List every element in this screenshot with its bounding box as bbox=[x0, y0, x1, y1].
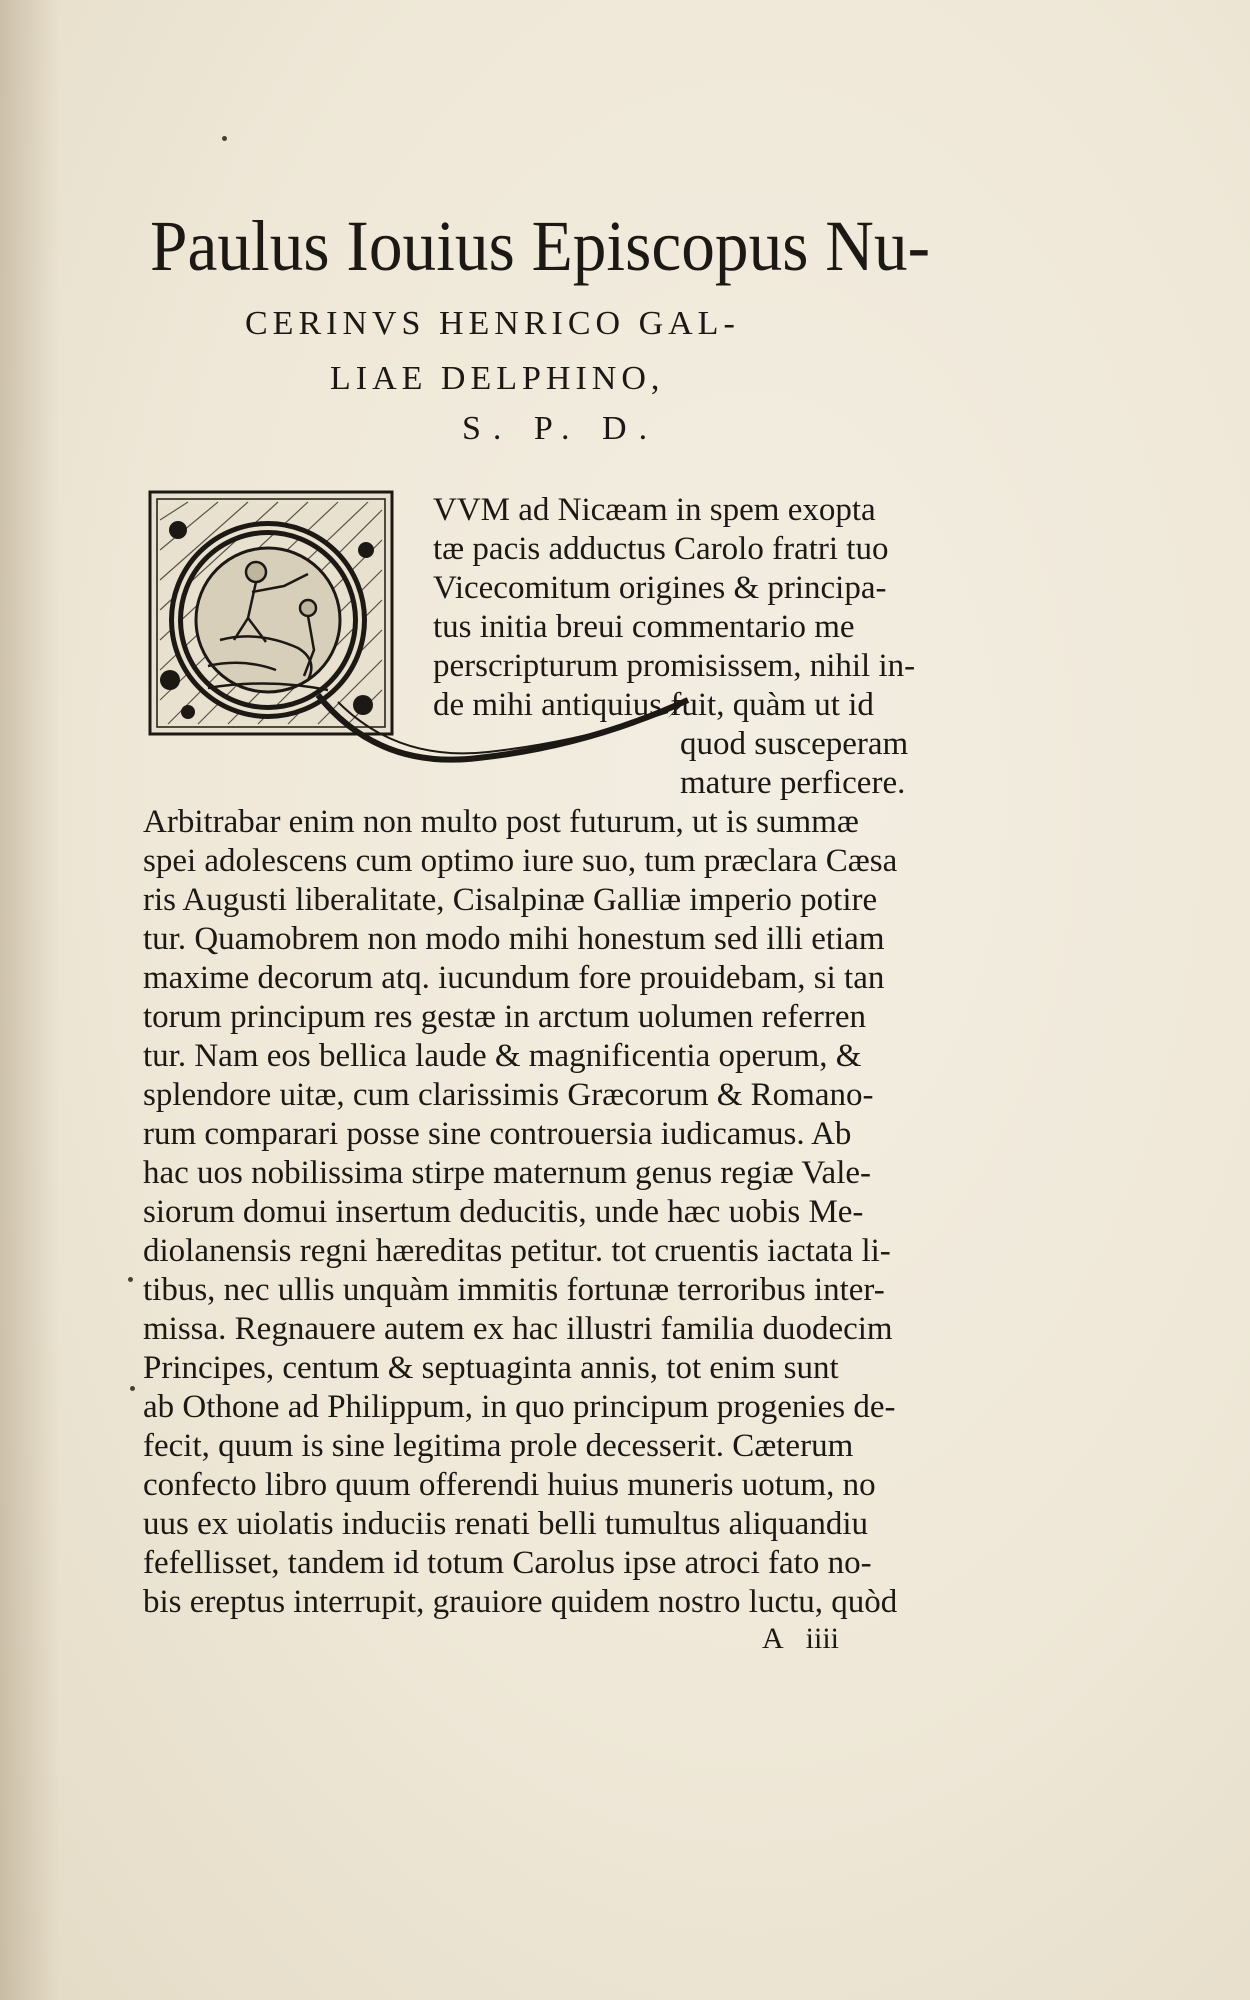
text-line: fecit, quum is sine legitima prole decesserit. Cæterum bbox=[143, 1428, 854, 1464]
text-line: tur. Quamobrem non modo mihi honestum sed illi etiam bbox=[143, 921, 885, 957]
text-line: diolanensis regni hæreditas petitur. tot cruentis iactata li- bbox=[143, 1233, 891, 1269]
text-line: VVM ad Nicæam in spem exopta bbox=[433, 492, 876, 528]
text-line: spei adolescens cum optimo iure suo, tum præclara Cæsa bbox=[143, 843, 898, 879]
text-line: fefellisset, tandem id totum Carolus ipse atroci fato no- bbox=[143, 1545, 872, 1581]
ink-speck bbox=[130, 1386, 135, 1391]
text-line: hac uos nobilissima stirpe maternum genus regiæ Vale- bbox=[143, 1155, 871, 1191]
text-line: Principes, centum & septuaginta annis, tot enim sunt bbox=[143, 1350, 839, 1386]
subtitle-line: LIAE DELPHINO, bbox=[330, 360, 665, 397]
text-line: confecto libro quum offerendi huius muneris uotum, no bbox=[143, 1467, 876, 1503]
text-line: splendore uitæ, cum clarissimis Græcorum & Romano- bbox=[143, 1077, 874, 1113]
text-line: bis ereptus interrupit, grauiore quidem nostro luctu, quòd bbox=[143, 1584, 898, 1620]
text-line: siorum domui insertum deducitis, unde hæc uobis Me- bbox=[143, 1194, 864, 1230]
page-footer bbox=[762, 1622, 839, 1656]
text-line: tibus, nec ullis unquàm immitis fortunæ terroribus inter- bbox=[143, 1272, 885, 1308]
ink-speck bbox=[128, 1277, 133, 1282]
page-title: Paulus Iouius Episcopus Nu- bbox=[150, 206, 931, 286]
text-line: maxime decorum atq. iucundum fore prouidebam, si tan bbox=[143, 960, 885, 996]
text-line: de mihi antiquius fuit, quàm ut id bbox=[433, 687, 874, 723]
text-line: quod susceperam bbox=[680, 726, 909, 762]
text-line: ab Othone ad Philippum, in quo principum progenies de- bbox=[143, 1389, 896, 1425]
text-line: uus ex uiolatis induciis renati belli tumultus aliquandiu bbox=[143, 1506, 868, 1542]
subtitle-line: S. P. D. bbox=[462, 410, 660, 447]
text-line: torum principum res gestæ in arctum uolumen referren bbox=[143, 999, 867, 1035]
folio-number: iiii bbox=[805, 1622, 840, 1655]
ink-speck bbox=[222, 136, 227, 141]
text-line: mature perficere. bbox=[680, 765, 906, 801]
text-line: perscripturum promisissem, nihil in- bbox=[433, 648, 916, 684]
signature-mark: A bbox=[762, 1622, 784, 1655]
text-line: Vicecomitum origines & principa- bbox=[433, 570, 887, 606]
text-line: Arbitrabar enim non multo post futurum, ut is summæ bbox=[143, 804, 859, 840]
subtitle-line: CERINVS HENRICO GAL- bbox=[245, 305, 740, 342]
gutter-shadow bbox=[0, 0, 60, 2000]
text-line: tus initia breui commentario me bbox=[433, 609, 855, 645]
text-line: rum comparari posse sine controuersia iudicamus. Ab bbox=[143, 1116, 852, 1152]
text-line: ris Augusti liberalitate, Cisalpinæ Galliæ imperio potire bbox=[143, 882, 878, 918]
text-line: tur. Nam eos bellica laude & magnificentia operum, & bbox=[143, 1038, 862, 1074]
text-line: missa. Regnauere autem ex hac illustri familia duodecim bbox=[143, 1311, 893, 1347]
text-line: tæ pacis adductus Carolo fratri tuo bbox=[433, 531, 889, 567]
